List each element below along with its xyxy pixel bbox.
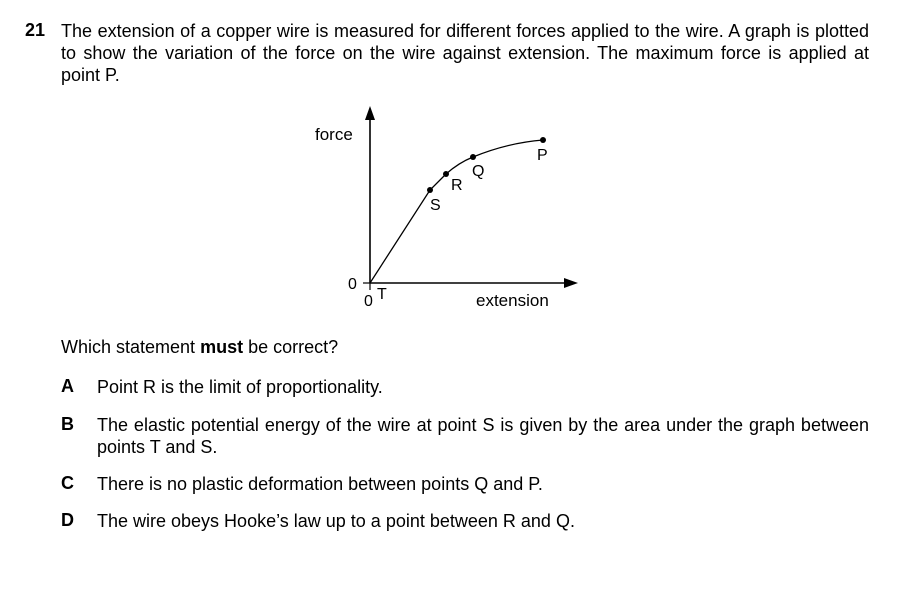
y-axis-label: force: [315, 125, 353, 144]
point-q-label: Q: [472, 163, 485, 180]
prompt-before: Which statement: [61, 337, 201, 357]
option-c-letter: C: [61, 473, 74, 493]
option-d-letter: D: [61, 510, 74, 530]
point-p-label: P: [537, 147, 548, 164]
point-p-marker: [540, 137, 546, 143]
option-b-text: The elastic potential energy of the wire at point S is given by the area under the graph between points T and S.: [97, 415, 869, 457]
y-axis-arrowhead: [365, 106, 375, 120]
x-axis-arrowhead: [564, 278, 578, 288]
x-axis-label: extension: [476, 291, 549, 310]
point-s-label: S: [430, 197, 441, 214]
prompt-after: be correct?: [243, 337, 339, 357]
point-r-label: R: [451, 177, 463, 194]
point-q-marker: [470, 154, 476, 160]
y-origin-label: 0: [348, 276, 357, 293]
x-origin-label: 0: [364, 293, 373, 310]
option-c-text: There is no plastic deformation between points Q and P.: [97, 474, 543, 494]
force-extension-curve: [370, 140, 543, 283]
option-d-text: The wire obeys Hooke’s law up to a point between R and Q.: [97, 511, 575, 531]
question-number: 21: [25, 20, 46, 40]
question-prompt: [61, 337, 338, 358]
option-a-letter: A: [61, 376, 74, 396]
prompt-emphasis: must: [200, 337, 244, 357]
question-stem: The extension of a copper wire is measured for different forces applied to the wire. A graph is plotted to show the variation of the force on the wire against extension. The maximum force is applied at point P.: [61, 21, 869, 85]
option-b-letter: B: [61, 414, 74, 434]
point-r-marker: [443, 171, 449, 177]
point-t-label: T: [377, 286, 387, 303]
point-s-marker: [427, 187, 433, 193]
option-a-text: Point R is the limit of proportionality.: [97, 377, 383, 397]
